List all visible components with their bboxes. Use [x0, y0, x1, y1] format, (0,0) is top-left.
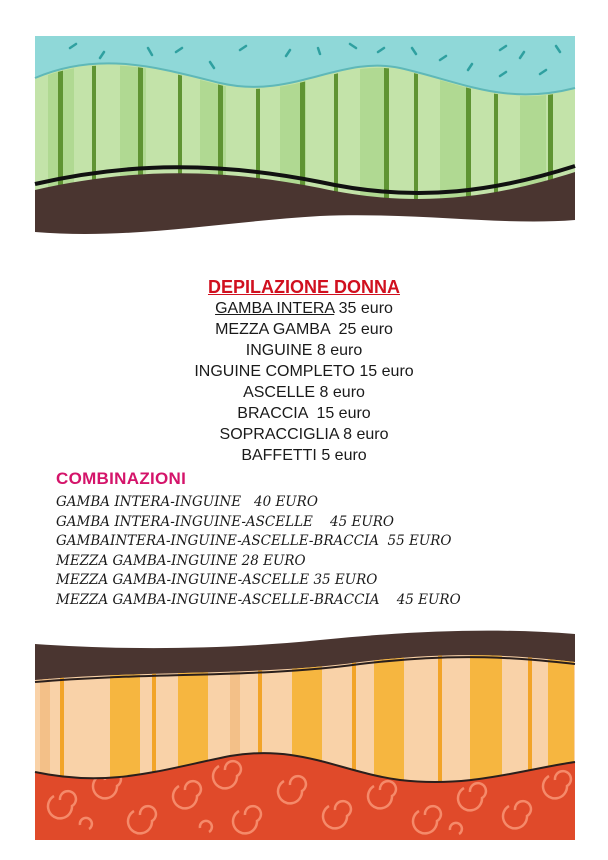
combo-item: MEZZA GAMBA-INGUINE-ASCELLE 35 EURO	[56, 572, 378, 588]
combo-section	[56, 468, 576, 610]
bottom-wave-decoration	[0, 620, 608, 860]
item-price: 35 euro	[334, 300, 393, 317]
price-item	[0, 361, 608, 382]
item-name: ASCELLE	[243, 384, 316, 401]
combo-item: GAMBA INTERA-INGUINE 40 EURO	[56, 494, 318, 510]
item-price: 25 euro	[329, 321, 393, 338]
price-item	[0, 445, 608, 466]
price-item	[0, 403, 608, 424]
price-item	[0, 340, 608, 361]
item-name: GAMBA INTERA	[215, 300, 335, 317]
item-price: 8 euro	[312, 342, 363, 359]
page-title: DEPILAZIONE DONNA	[207, 277, 400, 297]
item-name: MEZZA GAMBA	[215, 321, 330, 338]
combo-list	[56, 493, 576, 610]
price-item	[0, 319, 608, 340]
combo-item: MEZZA GAMBA-INGUINE-ASCELLE-BRACCIA 45 EURO	[56, 591, 461, 608]
price-item	[0, 298, 608, 319]
item-price: 8 euro	[315, 384, 365, 401]
item-name: BRACCIA	[237, 405, 308, 422]
top-wave-decoration	[0, 0, 608, 250]
price-item	[0, 382, 608, 403]
price-list	[0, 298, 608, 466]
combo-item: GAMBAINTERA-INGUINE-ASCELLE-BRACCIA 55 EURO	[56, 533, 452, 549]
price-item	[0, 424, 608, 445]
item-name: INGUINE	[245, 342, 313, 359]
combo-item: GAMBA INTERA-INGUINE-ASCELLE 45 EURO	[56, 513, 394, 530]
combo-item: MEZZA GAMBA-INGUINE 28 EURO	[56, 552, 306, 569]
item-price: 15 euro	[307, 405, 371, 422]
combo-title: COMBINAZIONI	[56, 469, 187, 488]
item-price: 8 euro	[338, 426, 389, 443]
item-price: 15 euro	[354, 363, 414, 380]
price-section	[0, 276, 608, 466]
item-name: INGUINE COMPLETO	[194, 363, 355, 380]
item-name: BAFFETTI	[241, 447, 317, 464]
item-price: 5 euro	[316, 447, 367, 464]
item-name: SOPRACCIGLIA	[219, 426, 339, 443]
